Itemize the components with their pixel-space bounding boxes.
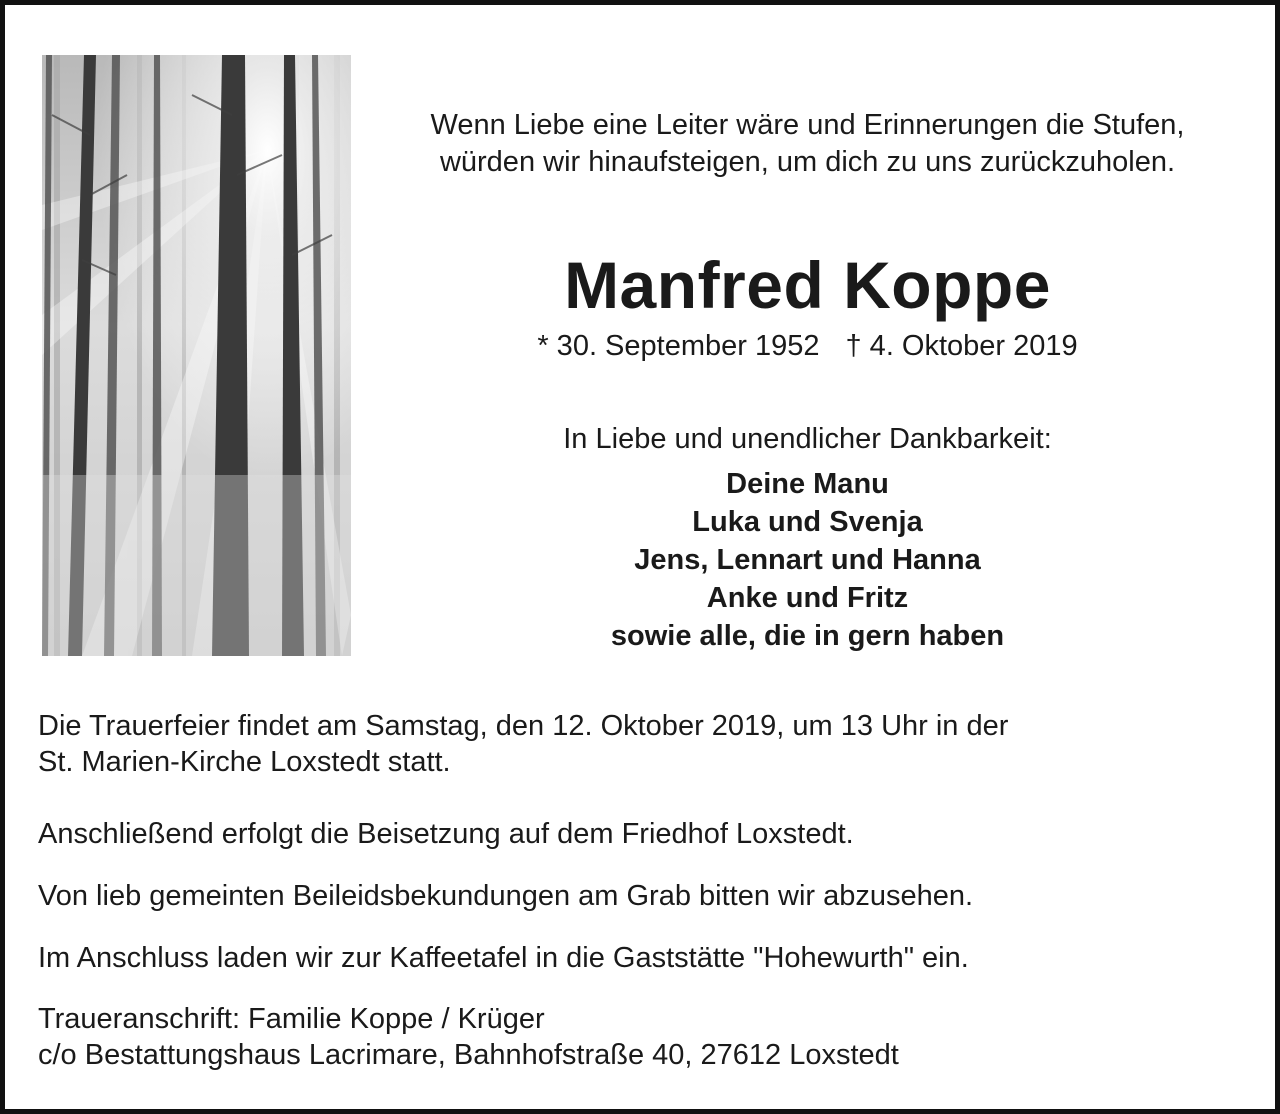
reception-info: Im Anschluss laden wir zur Kaffeetafel in die Gaststätte "Hohewurth" ein. <box>38 942 969 974</box>
memorial-quote <box>360 107 1255 181</box>
address-line-1: Traueranschrift: Familie Koppe / Krüger <box>38 1003 545 1035</box>
life-dates <box>360 327 1255 365</box>
gratitude-line: In Liebe und unendlicher Dankbarkeit: <box>563 423 1052 455</box>
ceremony-line-1: Die Trauerfeier findet am Samstag, den 12. Oktober 2019, um 13 Uhr in der <box>38 710 1009 742</box>
deceased-name: Manfred Koppe <box>564 248 1051 322</box>
mourner-entry: Anke und Fritz <box>706 582 909 614</box>
birth-date: * 30. September 1952 <box>537 330 820 362</box>
mourner-entry: Jens, Lennart und Hanna <box>634 544 981 576</box>
ceremony-info <box>38 708 1238 780</box>
mourners-list <box>360 465 1255 655</box>
mourner-entry: sowie alle, die in gern haben <box>610 620 1005 652</box>
mourner-entry: Deine Manu <box>726 468 889 500</box>
quote-line-1: Wenn Liebe eine Leiter wäre und Erinnerungen die Stufen, <box>430 109 1185 141</box>
mourner-entry: Luka und Svenja <box>692 506 923 538</box>
burial-info: Anschließend erfolgt die Beisetzung auf dem Friedhof Loxstedt. <box>38 818 854 850</box>
ceremony-line-2: St. Marien-Kirche Loxstedt statt. <box>38 746 451 778</box>
quote-line-2: würden wir hinaufsteigen, um dich zu uns zurückzuholen. <box>439 146 1176 178</box>
address-line-2: c/o Bestattungshaus Lacrimare, Bahnhofstraße 40, 27612 Loxstedt <box>38 1039 899 1071</box>
condolences-info: Von lieb gemeinten Beileidsbekundungen am Grab bitten wir abzusehen. <box>38 880 974 912</box>
mourning-address <box>38 1001 1238 1073</box>
forest-sunrays-photo <box>42 55 351 656</box>
death-date: † 4. Oktober 2019 <box>845 330 1078 362</box>
